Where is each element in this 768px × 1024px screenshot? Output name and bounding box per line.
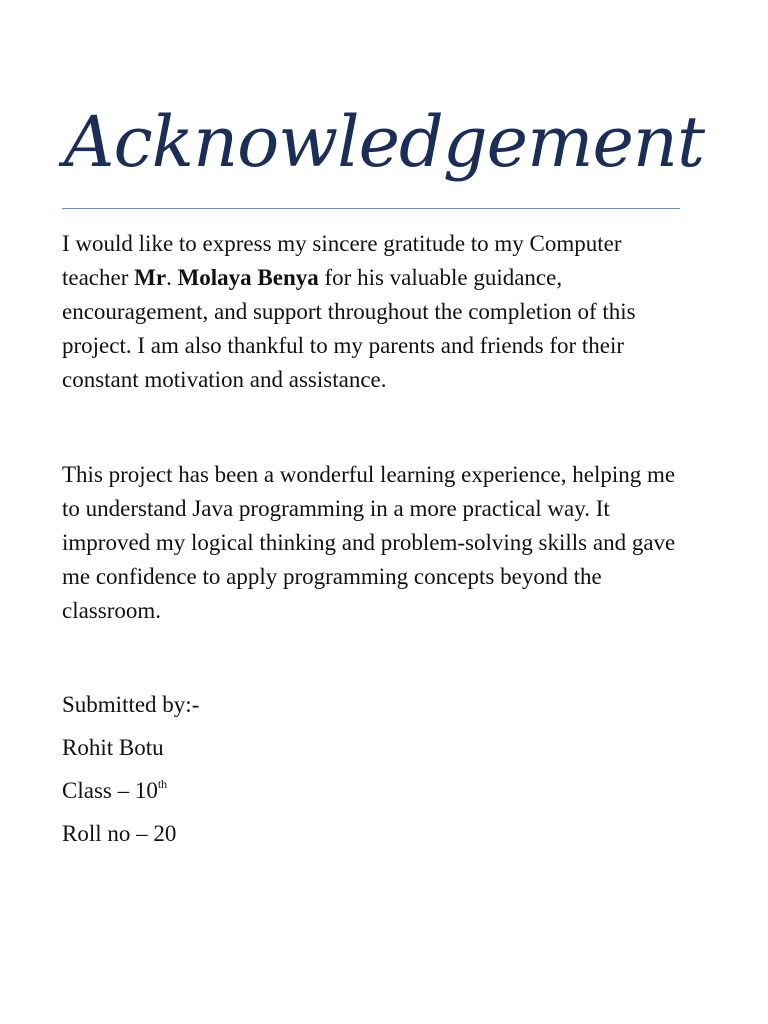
- gratitude-paragraph: [62, 227, 687, 397]
- student-class: [62, 776, 167, 806]
- honorific-dot: .: [166, 265, 178, 290]
- class-ordinal-suffix: th: [157, 777, 168, 791]
- title-underline: [62, 208, 680, 209]
- gratitude-text-start: I would like to express my sincere gratitude to my Computer teacher: [62, 231, 622, 290]
- gratitude-text-end: for his valuable guidance, encouragement, and support throughout the completion of this project. I am also thankful to my parents and friends for their constant motivation and assistance.: [62, 265, 636, 392]
- submitted-by-label: Submitted by:-: [62, 692, 200, 717]
- teacher-honorific: Mr: [134, 265, 167, 290]
- teacher-name: Molaya Benya: [177, 265, 319, 290]
- roll-number: Roll no – 20: [62, 821, 177, 846]
- class-text: Class – 10: [62, 778, 158, 803]
- student-name: Rohit Botu: [62, 735, 164, 760]
- page-title: Acknowledgement: [63, 101, 705, 183]
- experience-paragraph: This project has been a wonderful learning experience, helping me to understand Java programming in a more practical way. It improved my logical thinking and problem-solving skills and gave me confidence to apply programming concepts beyond the classroom.: [62, 462, 676, 623]
